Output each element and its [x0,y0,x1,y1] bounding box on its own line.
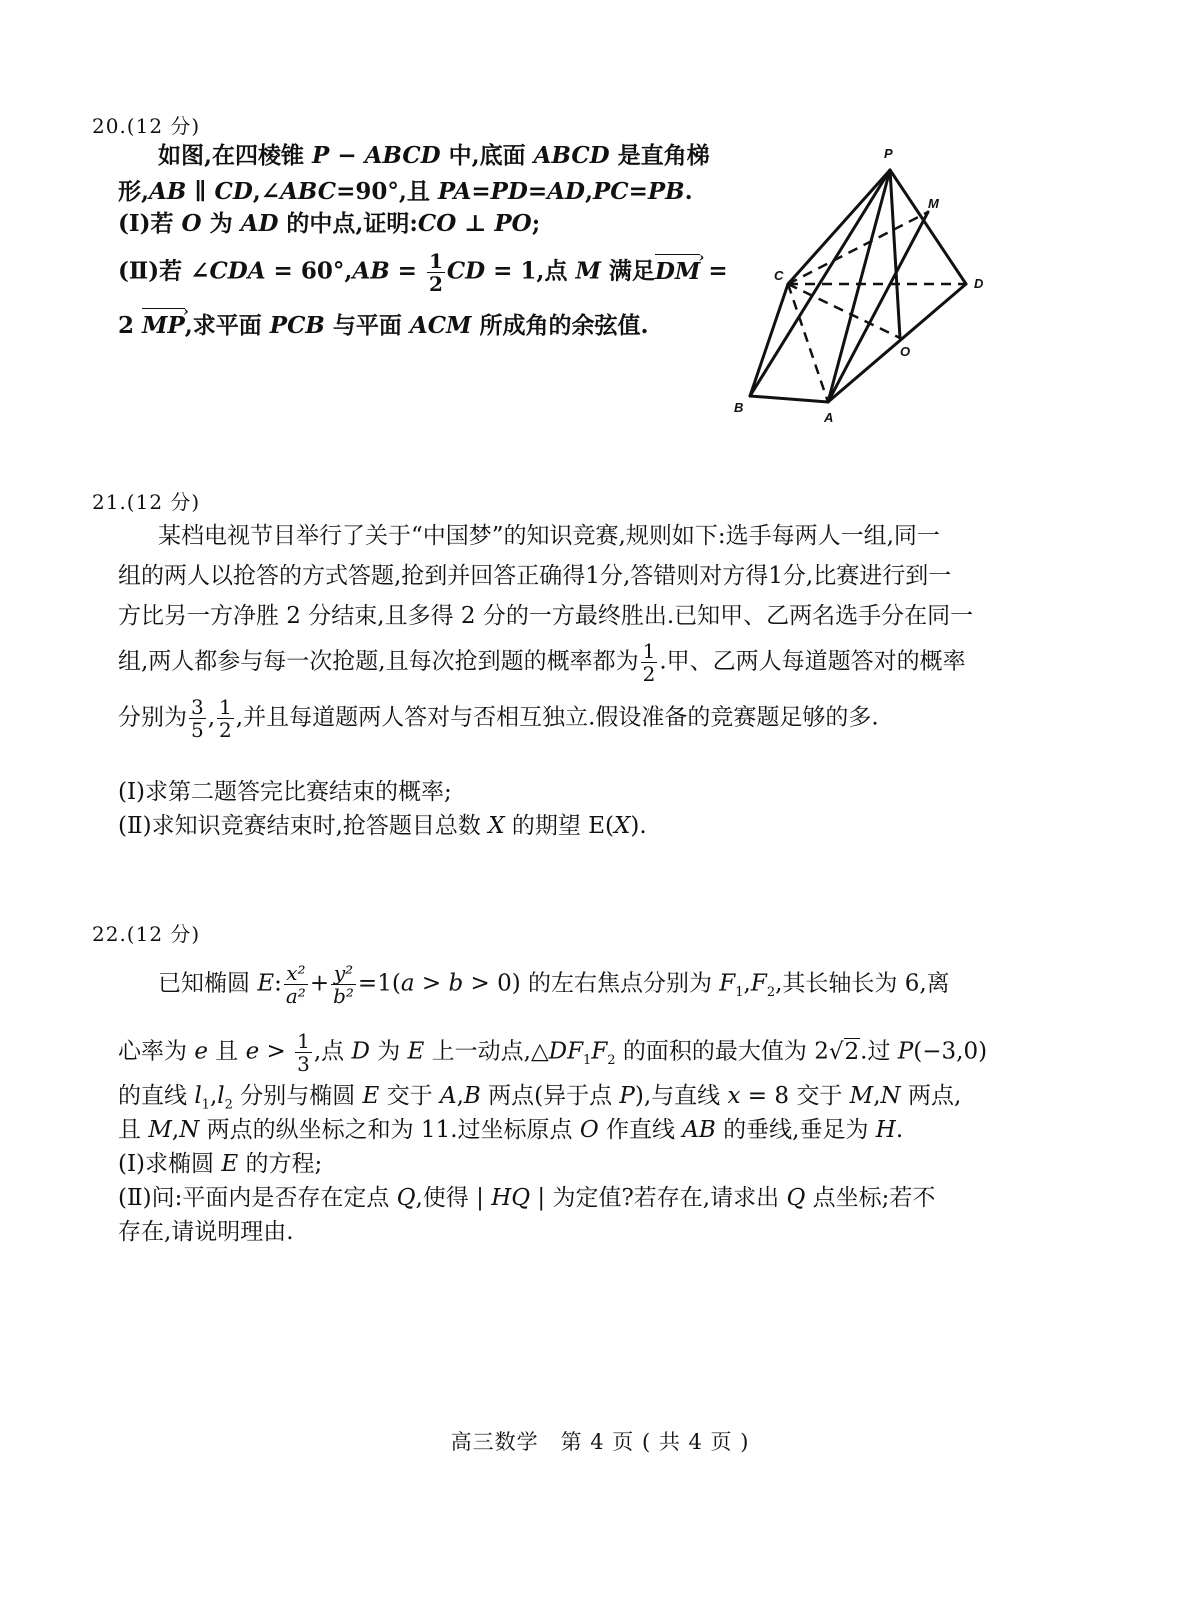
q21-line-2: 组的两人以抢答的方式答题,抢到并回答正确得1分,答错则对方得1分,比赛进行到一 [118,563,952,589]
q22-part-1: (Ⅰ)求椭圆 E 的方程; [118,1151,323,1177]
q21-line-1: 某档电视节目举行了关于“中国梦”的知识竞赛,规则如下:选手每两人一组,同一 [158,523,940,549]
q20-line-1: 如图,在四棱锥 P − ABCD 中,底面 ABCD 是直角梯 [158,142,710,169]
q22-part-2-cont: 存在,请说明理由. [118,1219,294,1245]
label-m: M [928,196,939,211]
q22-heading: 22.(12 分) [92,922,201,946]
q21-line-4: 组,两人都参与每一次抢题,且每次抢到题的概率都为 $\frac{1}{2}$ .甲、乙两人每道题答对的概率 [118,639,966,686]
fraction-one-half: $\frac{1}{2}$ [428,249,443,296]
q21-line-5: 分别为 $\frac{3}{5}$ , $\frac{1}{2}$ ,并且每道题两人答对与否相互独立.假设准备的竞赛题足够的多. [118,695,879,742]
pyramid-figure [728,138,998,428]
q22-line-3: 的直线 $l_1,l_2$ 分别与椭圆 E 交于 A,B 两点(异于点 P),与直线 x = 8 交于 M,N 两点, [118,1083,962,1113]
q20-part-2-cont: 2 MP ›,求平面 PCB 与平面 ACM 所成角的余弦值. [118,310,649,342]
fraction-one-third: $\frac{1}{3}$ [297,1029,310,1076]
fraction-one-half: $\frac{1}{2}$ [642,639,656,686]
q20-part-2: (Ⅱ)若 ∠CDA = 60°,AB = $\frac{1}{2}$ CD = 1,点 M 满足DM › = [118,250,728,295]
label-b: B [734,400,744,415]
fraction-three-fifths: $\frac{3}{5}$ [191,695,204,742]
q20-line-2: 形,AB ∥ CD,∠ABC=90°,且 PA=PD=AD,PC=PB. [118,178,693,205]
label-d: D [974,276,984,291]
fraction-one-half: $\frac{1}{2}$ [219,695,232,742]
q22-line-1: 已知椭圆 E: $\frac{\text{x²}}{\text{a²}}$ + $\frac{\text{y²}}{\text{b²}}$ =1(a > b > 0) 的左右焦点分别为 $F_1,F_2$,其长轴长为 6,离 [158,961,950,1008]
q21-part-1: (Ⅰ)求第二题答完比赛结束的概率; [118,779,452,805]
label-p: P [884,146,893,161]
label-o: O [900,344,911,359]
q22-part-2: (Ⅱ)问:平面内是否存在定点 Q,使得 | HQ | 为定值?若存在,请求出 Q 点坐标;若不 [118,1185,936,1211]
q21-line-3: 方比另一方净胜 2 分结束,且多得 2 分的一方最终胜出.已知甲、乙两名选手分在同一 [118,603,974,629]
fraction-x2-over-a2: $\frac{\text{x²}}{\text{a²}}$ [285,961,306,1008]
square-root: √2 [828,1038,860,1065]
q21-heading: 21.(12 分) [92,490,201,514]
q22-line-2: 心率为 e 且 e > $\frac{1}{3}$ ,点 D 为 E 上一动点$,\triangle DF_1F_2$ 的面积的最大值为 2√2.过 P(−3,0) [118,1029,988,1076]
q20-heading: 20.(12 分) [92,114,201,138]
q22-line-4: 且 M,N 两点的纵坐标之和为 11.过坐标原点 O 作直线 AB 的垂线,垂足为 H. [118,1117,904,1143]
q20-part-1: (Ⅰ)若 O 为 AD 的中点,证明:CO ⊥ PO; [118,210,541,237]
fraction-y2-over-b2: $\frac{\text{y²}}{\text{b²}}$ [333,961,354,1008]
label-c: C [774,268,784,283]
q21-part-2: (Ⅱ)求知识竞赛结束时,抢答题目总数 X 的期望 E(X). [118,813,647,839]
vector-dm: DM › [655,256,700,288]
label-a: A [824,410,834,425]
page-footer: 高三数学 第 4 页 ( 共 4 页 ) [450,1430,750,1454]
vector-mp: MP › [142,310,185,342]
